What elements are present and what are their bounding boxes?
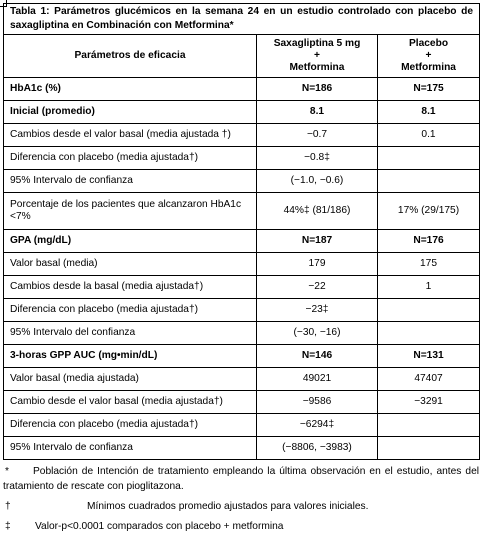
saxagliptina-value: −6294‡	[257, 414, 378, 437]
placebo-value: 8.1	[378, 101, 480, 124]
row-label: Cambio desde el valor basal (media ajustada†)	[4, 391, 257, 414]
ddagger-symbol: ‡	[5, 521, 11, 532]
row-label: GPA (mg/dL)	[4, 230, 257, 253]
row-label: Porcentaje de los pacientes que alcanzaron HbA1c <7%	[4, 193, 257, 230]
saxagliptina-value: −0.8‡	[257, 147, 378, 170]
table-row	[4, 147, 480, 170]
header-col1-line2: +	[314, 50, 320, 61]
footnotes	[3, 464, 479, 534]
placebo-value: N=175	[378, 78, 480, 101]
document	[3, 3, 479, 539]
table-row	[4, 193, 480, 230]
placebo-value	[378, 437, 480, 460]
saxagliptina-value: (−8806, −3983)	[257, 437, 378, 460]
row-label: Diferencia con placebo (media ajustada†)	[4, 299, 257, 322]
row-label: Valor basal (media ajustada)	[4, 368, 257, 391]
row-label: Valor basal (media)	[4, 253, 257, 276]
header-col2-line2: +	[425, 50, 432, 61]
table-row	[4, 437, 480, 460]
placebo-value: 47407	[378, 368, 480, 391]
row-label: Cambios desde el valor basal (media ajustada †)	[4, 124, 257, 147]
header-col1-line3: Metformina	[289, 62, 345, 73]
saxagliptina-value: (−1.0, −0.6)	[257, 170, 378, 193]
table-header-row	[4, 35, 480, 78]
saxagliptina-value: −9586	[257, 391, 378, 414]
table-row	[4, 322, 480, 345]
placebo-value: 0.1	[378, 124, 480, 147]
row-label: Diferencia con placebo (media ajustada†)	[4, 147, 257, 170]
header-col1-line1: Saxagliptina 5 mg	[273, 38, 361, 49]
header-col2-line1: Placebo	[408, 38, 449, 49]
footnote-dagger	[3, 499, 479, 514]
saxagliptina-value: N=146	[257, 345, 378, 368]
footnote-asterisk	[3, 464, 479, 494]
saxagliptina-value: −0.7	[257, 124, 378, 147]
saxagliptina-value: 44%‡ (81/186)	[257, 193, 378, 230]
saxagliptina-value: N=187	[257, 230, 378, 253]
table-row	[4, 276, 480, 299]
table-row	[4, 78, 480, 101]
placebo-value	[378, 299, 480, 322]
table-row	[4, 299, 480, 322]
table-row	[4, 170, 480, 193]
saxagliptina-value: −23‡	[257, 299, 378, 322]
dagger-text: Mínimos cuadrados promedio ajustados para valores iniciales.	[87, 501, 369, 512]
row-label: 3-horas GPP AUC (mg•min/dL)	[4, 345, 257, 368]
asterisk-symbol: *	[5, 466, 9, 477]
saxagliptina-value: 8.1	[257, 101, 378, 124]
placebo-value: N=176	[378, 230, 480, 253]
saxagliptina-value: −22	[257, 276, 378, 299]
table-row	[4, 230, 480, 253]
saxagliptina-value: 179	[257, 253, 378, 276]
placebo-value	[378, 414, 480, 437]
placebo-value: N=131	[378, 345, 480, 368]
header-col2-line3: Metformina	[401, 62, 456, 73]
row-label: 95% Intervalo del confianza	[4, 322, 257, 345]
placebo-value: 17% (29/175)	[378, 193, 480, 230]
table-row	[4, 391, 480, 414]
header-param: Parámetros de eficacia	[4, 35, 257, 78]
table-body	[4, 78, 480, 460]
row-label: Inicial (promedio)	[4, 101, 257, 124]
table-row	[4, 368, 480, 391]
table-row	[4, 253, 480, 276]
table-row	[4, 414, 480, 437]
glycemic-parameters-table	[3, 3, 480, 460]
placebo-value: 175	[378, 253, 480, 276]
ddagger-text: Valor-p<0.0001 comparados con placebo + metformina	[35, 521, 284, 532]
row-label: Diferencia con placebo (media ajustada†)	[4, 414, 257, 437]
row-label: 95% Intervalo de confianza	[4, 170, 257, 193]
table-row	[4, 124, 480, 147]
saxagliptina-value: N=186	[257, 78, 378, 101]
table-caption: Tabla 1: Parámetros glucémicos en la semana 24 en un estudio controlado con placebo de saxagliptina en Combinación con Metformina*	[4, 4, 480, 35]
placebo-value	[378, 147, 480, 170]
saxagliptina-value: 49021	[257, 368, 378, 391]
placebo-value	[378, 170, 480, 193]
header-placebo	[378, 35, 480, 78]
placebo-value: 1	[378, 276, 480, 299]
header-saxagliptina	[257, 35, 378, 78]
table-row	[4, 101, 480, 124]
dagger-symbol: †	[5, 501, 11, 512]
footnote-ddagger	[3, 519, 479, 534]
row-label: 95% Intervalo de confianza	[4, 437, 257, 460]
row-label: Cambios desde la basal (media ajustada†)	[4, 276, 257, 299]
placebo-value: −3291	[378, 391, 480, 414]
row-label: HbA1c (%)	[4, 78, 257, 101]
saxagliptina-value: (−30, −16)	[257, 322, 378, 345]
placebo-value	[378, 322, 480, 345]
asterisk-text: Población de Intención de tratamiento empleando la última observación en el estudio, antes del tratamiento de rescate con pioglitazona.	[3, 466, 479, 492]
table-row	[4, 345, 480, 368]
